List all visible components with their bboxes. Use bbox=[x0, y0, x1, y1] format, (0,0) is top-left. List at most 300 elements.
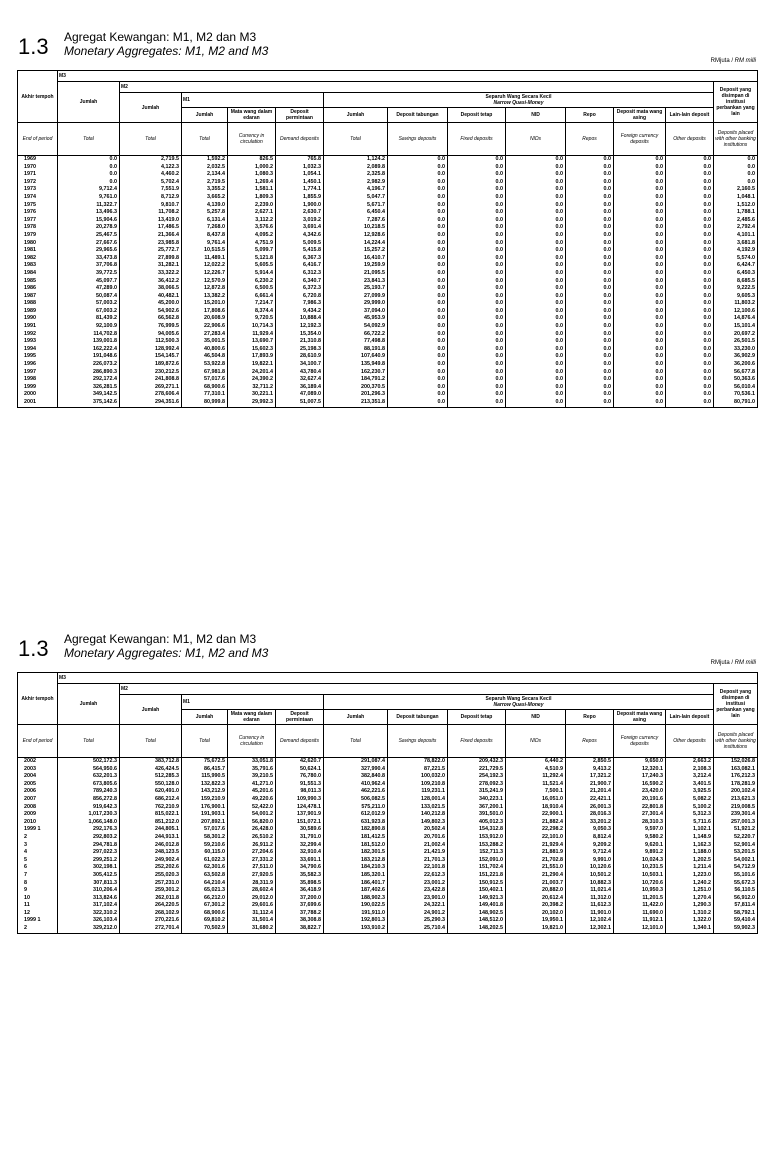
value-cell: 45,953.9 bbox=[324, 315, 388, 323]
value-cell: 0.0 bbox=[614, 232, 666, 240]
value-cell: 11,489.1 bbox=[182, 255, 228, 263]
value-cell: 1,066,148.0 bbox=[58, 819, 120, 827]
value-cell: 20,697.2 bbox=[714, 331, 758, 339]
value-cell: 184,210.3 bbox=[324, 864, 388, 872]
value-cell: 0.0 bbox=[714, 171, 758, 179]
value-cell: 0.0 bbox=[506, 399, 566, 407]
value-cell: 292,172.4 bbox=[58, 376, 120, 384]
value-cell: 0.0 bbox=[506, 315, 566, 323]
value-cell: 12,101.0 bbox=[614, 925, 666, 933]
value-cell: 327,990.4 bbox=[324, 766, 388, 774]
value-cell: 33,473.8 bbox=[58, 255, 120, 263]
period-cell: 1975 bbox=[18, 202, 58, 210]
value-cell: 31,791.0 bbox=[276, 834, 324, 842]
column-header-en: Currency in circulation bbox=[228, 725, 276, 758]
period-cell: 1973 bbox=[18, 186, 58, 194]
value-cell: 9,761.4 bbox=[182, 240, 228, 248]
value-cell: 462,221.6 bbox=[324, 788, 388, 796]
value-cell: 11,912.1 bbox=[614, 917, 666, 925]
table-row bbox=[18, 209, 758, 217]
period-cell: 1999 1 bbox=[18, 917, 58, 925]
table-row bbox=[18, 270, 758, 278]
table-body-2 bbox=[18, 758, 758, 934]
title-english: Monetary Aggregates: M1, M2 and M3 bbox=[64, 646, 269, 660]
value-cell: 0.0 bbox=[506, 179, 566, 187]
value-cell: 15,101.4 bbox=[714, 323, 758, 331]
value-cell: 28,602.4 bbox=[228, 887, 276, 895]
value-cell: 1,450.1 bbox=[276, 179, 324, 187]
value-cell: 22,900.1 bbox=[506, 811, 566, 819]
value-cell: 20,701.6 bbox=[388, 834, 448, 842]
value-cell: 0.0 bbox=[388, 217, 448, 225]
value-cell: 4,342.6 bbox=[276, 232, 324, 240]
value-cell: 0.0 bbox=[448, 399, 506, 407]
column-header: NID bbox=[506, 710, 566, 725]
value-cell: 21,003.7 bbox=[506, 880, 566, 888]
value-cell: 0.0 bbox=[388, 308, 448, 316]
value-cell: 10,950.3 bbox=[614, 887, 666, 895]
value-cell: 152,091.0 bbox=[448, 857, 506, 865]
value-cell: 42,620.7 bbox=[276, 758, 324, 766]
value-cell: 24,322.1 bbox=[388, 902, 448, 910]
value-cell: 2,485.6 bbox=[714, 217, 758, 225]
value-cell: 56,912.0 bbox=[714, 895, 758, 903]
value-cell: 1,054.1 bbox=[276, 171, 324, 179]
value-cell: 24,201.4 bbox=[228, 369, 276, 377]
value-cell: 10,024.3 bbox=[614, 857, 666, 865]
value-cell: 0.0 bbox=[506, 300, 566, 308]
period-cell: 1993 bbox=[18, 338, 58, 346]
value-cell: 11,422.0 bbox=[614, 902, 666, 910]
table-row bbox=[18, 902, 758, 910]
value-cell: 10,501.2 bbox=[566, 872, 614, 880]
value-cell: 21,900.7 bbox=[566, 781, 614, 789]
value-cell: 0.0 bbox=[666, 171, 714, 179]
value-cell: 9,605.3 bbox=[714, 293, 758, 301]
column-header-en: NIDs bbox=[506, 725, 566, 758]
value-cell: 0.0 bbox=[448, 247, 506, 255]
value-cell: 0.0 bbox=[614, 285, 666, 293]
value-cell: 0.0 bbox=[388, 384, 448, 392]
period-cell: 12 bbox=[18, 910, 58, 918]
value-cell: 286,890.3 bbox=[58, 369, 120, 377]
value-cell: 7,986.3 bbox=[276, 300, 324, 308]
period-cell: 1988 bbox=[18, 300, 58, 308]
value-cell: 0.0 bbox=[448, 270, 506, 278]
column-header: Repo bbox=[566, 710, 614, 725]
value-cell: 50,363.6 bbox=[714, 376, 758, 384]
value-cell: 21,310.8 bbox=[276, 338, 324, 346]
value-cell: 15,602.3 bbox=[228, 346, 276, 354]
m3-header: M3 bbox=[58, 71, 758, 82]
value-cell: 0.0 bbox=[506, 186, 566, 194]
value-cell: 0.0 bbox=[666, 202, 714, 210]
table-row bbox=[18, 361, 758, 369]
value-cell: 68,900.6 bbox=[182, 384, 228, 392]
value-cell: 57,811.4 bbox=[714, 902, 758, 910]
value-cell: 67,003.2 bbox=[58, 308, 120, 316]
value-cell: 252,202.6 bbox=[120, 864, 182, 872]
column-header-en: Deposits placed with other banking institutions bbox=[714, 725, 758, 758]
value-cell: 410,962.4 bbox=[324, 781, 388, 789]
value-cell: 57,003.2 bbox=[58, 300, 120, 308]
period-header-en: End of period bbox=[18, 123, 58, 156]
value-cell: 0.0 bbox=[388, 369, 448, 377]
title-malay: Agregat Kewangan: M1, M2 dan M3 bbox=[64, 30, 257, 44]
value-cell: 36,412.2 bbox=[120, 278, 182, 286]
column-header-en: Total bbox=[120, 725, 182, 758]
value-cell: 27,283.4 bbox=[182, 331, 228, 339]
value-cell: 0.0 bbox=[666, 194, 714, 202]
value-cell: 56,110.5 bbox=[714, 887, 758, 895]
value-cell: 10,120.6 bbox=[566, 864, 614, 872]
value-cell: 244,913.1 bbox=[120, 834, 182, 842]
value-cell: 22,612.3 bbox=[388, 872, 448, 880]
value-cell: 0.0 bbox=[506, 278, 566, 286]
value-cell: 11,803.2 bbox=[714, 300, 758, 308]
value-cell: 128,001.4 bbox=[388, 796, 448, 804]
value-cell: 9,720.5 bbox=[228, 315, 276, 323]
value-cell: 0.0 bbox=[614, 353, 666, 361]
value-cell: 119,231.1 bbox=[388, 788, 448, 796]
value-cell: 3,576.6 bbox=[228, 224, 276, 232]
table-row bbox=[18, 240, 758, 248]
value-cell: 20,608.9 bbox=[182, 315, 228, 323]
value-cell: 27,511.0 bbox=[228, 864, 276, 872]
value-cell: 0.0 bbox=[506, 232, 566, 240]
column-header-en: Foreign currency deposits bbox=[614, 123, 666, 156]
value-cell: 0.0 bbox=[506, 262, 566, 270]
value-cell: 159,210.9 bbox=[182, 796, 228, 804]
value-cell: 322,310.2 bbox=[58, 910, 120, 918]
value-cell: 0.0 bbox=[666, 376, 714, 384]
value-cell: 87,221.5 bbox=[388, 766, 448, 774]
value-cell: 20,502.4 bbox=[388, 826, 448, 834]
value-cell: 0.0 bbox=[388, 232, 448, 240]
value-cell: 9,413.2 bbox=[566, 766, 614, 774]
table-body-1 bbox=[18, 156, 758, 408]
value-cell: 29,601.6 bbox=[228, 902, 276, 910]
value-cell: 51,007.5 bbox=[276, 399, 324, 407]
value-cell: 24,390.2 bbox=[228, 376, 276, 384]
table-row bbox=[18, 826, 758, 834]
value-cell: 0.0 bbox=[666, 262, 714, 270]
value-cell: 0.0 bbox=[614, 331, 666, 339]
value-cell: 0.0 bbox=[388, 164, 448, 172]
value-cell: 244,805.1 bbox=[120, 826, 182, 834]
value-cell: 15,257.2 bbox=[324, 247, 388, 255]
value-cell: 22,906.6 bbox=[182, 323, 228, 331]
value-cell: 0.0 bbox=[614, 391, 666, 399]
value-cell: 6,131.4 bbox=[182, 217, 228, 225]
value-cell: 0.0 bbox=[506, 194, 566, 202]
value-cell: 6,500.5 bbox=[228, 285, 276, 293]
value-cell: 2,089.8 bbox=[324, 164, 388, 172]
value-cell: 0.0 bbox=[506, 384, 566, 392]
value-cell: 262,011.8 bbox=[120, 895, 182, 903]
value-cell: 2,134.4 bbox=[182, 171, 228, 179]
value-cell: 349,142.5 bbox=[58, 391, 120, 399]
value-cell: 182,301.5 bbox=[324, 849, 388, 857]
value-cell: 0.0 bbox=[448, 217, 506, 225]
value-cell: 54,092.9 bbox=[324, 323, 388, 331]
value-cell: 0.0 bbox=[506, 353, 566, 361]
value-cell: 0.0 bbox=[566, 376, 614, 384]
value-cell: 55,672.3 bbox=[714, 880, 758, 888]
value-cell: 27,667.6 bbox=[58, 240, 120, 248]
value-cell: 36,189.4 bbox=[276, 384, 324, 392]
value-cell: 25,193.7 bbox=[324, 285, 388, 293]
period-cell: 2 bbox=[18, 925, 58, 933]
column-header: Lain-lain deposit bbox=[666, 710, 714, 725]
value-cell: 32,711.2 bbox=[228, 384, 276, 392]
value-cell: 0.0 bbox=[566, 240, 614, 248]
value-cell: 55,101.6 bbox=[714, 872, 758, 880]
value-cell: 70,536.1 bbox=[714, 391, 758, 399]
value-cell: 0.0 bbox=[614, 247, 666, 255]
value-cell: 14,876.4 bbox=[714, 315, 758, 323]
value-cell: 28,310.3 bbox=[614, 819, 666, 827]
value-cell: 0.0 bbox=[388, 300, 448, 308]
value-cell: 12,570.9 bbox=[182, 278, 228, 286]
value-cell: 6,450.3 bbox=[714, 270, 758, 278]
period-cell: 3 bbox=[18, 842, 58, 850]
value-cell: 3,681.8 bbox=[714, 240, 758, 248]
value-cell: 0.0 bbox=[666, 361, 714, 369]
value-cell: 0.0 bbox=[388, 353, 448, 361]
value-cell: 26,001.3 bbox=[566, 804, 614, 812]
value-cell: 826.5 bbox=[228, 156, 276, 164]
value-cell: 0.0 bbox=[566, 156, 614, 164]
value-cell: 1,032.3 bbox=[276, 164, 324, 172]
value-cell: 2,719.5 bbox=[120, 156, 182, 164]
value-cell: 47,089.0 bbox=[276, 391, 324, 399]
value-cell: 1,223.0 bbox=[666, 872, 714, 880]
table-row bbox=[18, 887, 758, 895]
column-header: Jumlah bbox=[182, 108, 228, 123]
value-cell: 19,950.1 bbox=[506, 917, 566, 925]
value-cell: 21,882.4 bbox=[506, 819, 566, 827]
value-cell: 0.0 bbox=[388, 224, 448, 232]
value-cell: 56,820.0 bbox=[228, 819, 276, 827]
value-cell: 0.0 bbox=[666, 270, 714, 278]
value-cell: 25,198.3 bbox=[276, 346, 324, 354]
value-cell: 0.0 bbox=[614, 315, 666, 323]
value-cell: 0.0 bbox=[388, 262, 448, 270]
value-cell: 0.0 bbox=[448, 338, 506, 346]
value-cell: 506,082.5 bbox=[324, 796, 388, 804]
column-header: Deposit permintaan bbox=[276, 710, 324, 725]
value-cell: 0.0 bbox=[506, 391, 566, 399]
deposits-other-banks-header: Deposit yang disimpan di institusi perbankan yang lain bbox=[714, 684, 758, 725]
value-cell: 340,223.1 bbox=[448, 796, 506, 804]
value-cell: 76,780.0 bbox=[276, 773, 324, 781]
value-cell: 0.0 bbox=[388, 156, 448, 164]
value-cell: 17,486.5 bbox=[120, 224, 182, 232]
table-row bbox=[18, 766, 758, 774]
value-cell: 0.0 bbox=[388, 278, 448, 286]
table-row bbox=[18, 179, 758, 187]
value-cell: 241,808.8 bbox=[120, 376, 182, 384]
value-cell: 149,802.3 bbox=[388, 819, 448, 827]
value-cell: 0.0 bbox=[448, 194, 506, 202]
value-cell: 620,491.0 bbox=[120, 788, 182, 796]
value-cell: 0.0 bbox=[566, 353, 614, 361]
value-cell: 686,212.4 bbox=[120, 796, 182, 804]
value-cell: 70,502.9 bbox=[182, 925, 228, 933]
quasi-money-label: Separuh Wang Secara Kecil bbox=[485, 696, 552, 702]
value-cell: 19,259.9 bbox=[324, 262, 388, 270]
value-cell: 0.0 bbox=[58, 179, 120, 187]
period-cell: 1969 bbox=[18, 156, 58, 164]
value-cell: 21,881.9 bbox=[506, 849, 566, 857]
value-cell: 10,515.5 bbox=[182, 247, 228, 255]
value-cell: 66,212.0 bbox=[182, 895, 228, 903]
quasi-money-header bbox=[324, 93, 714, 108]
quasi-money-label: Separuh Wang Secara Kecil bbox=[485, 94, 552, 100]
value-cell: 45,097.7 bbox=[58, 278, 120, 286]
value-cell: 0.0 bbox=[506, 293, 566, 301]
value-cell: 0.0 bbox=[666, 232, 714, 240]
value-cell: 815,022.1 bbox=[120, 811, 182, 819]
value-cell: 5,702.4 bbox=[120, 179, 182, 187]
value-cell: 20,191.6 bbox=[614, 796, 666, 804]
value-cell: 6,424.7 bbox=[714, 262, 758, 270]
monetary-table-2 bbox=[17, 672, 758, 934]
table-row bbox=[18, 773, 758, 781]
value-cell: 33,322.2 bbox=[120, 270, 182, 278]
value-cell: 0.0 bbox=[388, 323, 448, 331]
value-cell: 0.0 bbox=[566, 338, 614, 346]
period-cell: 1999 bbox=[18, 384, 58, 392]
value-cell: 0.0 bbox=[666, 399, 714, 407]
value-cell: 0.0 bbox=[58, 156, 120, 164]
period-cell: 2006 bbox=[18, 788, 58, 796]
value-cell: 1,581.1 bbox=[228, 186, 276, 194]
period-cell: 4 bbox=[18, 849, 58, 857]
deposits-other-banks-header: Deposit yang disimpan di institusi perbankan yang lain bbox=[714, 82, 758, 123]
value-cell: 68,900.6 bbox=[182, 910, 228, 918]
value-cell: 2,663.2 bbox=[666, 758, 714, 766]
value-cell: 0.0 bbox=[566, 278, 614, 286]
table-row bbox=[18, 202, 758, 210]
table-row bbox=[18, 857, 758, 865]
value-cell: 207,892.1 bbox=[182, 819, 228, 827]
value-cell: 0.0 bbox=[714, 164, 758, 172]
value-cell: 47,289.0 bbox=[58, 285, 120, 293]
value-cell: 1,592.2 bbox=[182, 156, 228, 164]
value-cell: 53,201.5 bbox=[714, 849, 758, 857]
page-block-2 bbox=[0, 632, 768, 1152]
value-cell: 1,080.3 bbox=[228, 171, 276, 179]
value-cell: 5,100.2 bbox=[666, 804, 714, 812]
value-cell: 17,321.2 bbox=[566, 773, 614, 781]
period-cell: 2003 bbox=[18, 766, 58, 774]
value-cell: 200,370.5 bbox=[324, 384, 388, 392]
value-cell: 109,210.8 bbox=[388, 781, 448, 789]
value-cell: 0.0 bbox=[666, 338, 714, 346]
value-cell: 151,702.4 bbox=[448, 864, 506, 872]
value-cell: 0.0 bbox=[614, 156, 666, 164]
table-row bbox=[18, 872, 758, 880]
column-header-en: Fixed deposits bbox=[448, 123, 506, 156]
value-cell: 0.0 bbox=[566, 164, 614, 172]
value-cell: 11,929.4 bbox=[228, 331, 276, 339]
table-row bbox=[18, 331, 758, 339]
period-cell: 1982 bbox=[18, 255, 58, 263]
value-cell: 139,001.8 bbox=[58, 338, 120, 346]
value-cell: 0.0 bbox=[614, 179, 666, 187]
value-cell: 0.0 bbox=[448, 376, 506, 384]
value-cell: 4,510.9 bbox=[506, 766, 566, 774]
period-cell: 1994 bbox=[18, 346, 58, 354]
value-cell: 32,627.4 bbox=[276, 376, 324, 384]
column-header-en: Total bbox=[324, 123, 388, 156]
value-cell: 21,421.9 bbox=[388, 849, 448, 857]
period-cell: 1976 bbox=[18, 209, 58, 217]
value-cell: 5,711.6 bbox=[666, 819, 714, 827]
value-cell: 5,312.3 bbox=[666, 811, 714, 819]
value-cell: 13,690.7 bbox=[228, 338, 276, 346]
value-cell: 0.0 bbox=[448, 293, 506, 301]
value-cell: 294,351.6 bbox=[120, 399, 182, 407]
value-cell: 3,019.2 bbox=[276, 217, 324, 225]
period-cell: 11 bbox=[18, 902, 58, 910]
value-cell: 221,729.5 bbox=[448, 766, 506, 774]
value-cell: 16,051.0 bbox=[506, 796, 566, 804]
value-cell: 1,855.9 bbox=[276, 194, 324, 202]
value-cell: 38,066.5 bbox=[120, 285, 182, 293]
column-header: Repo bbox=[566, 108, 614, 123]
value-cell: 0.0 bbox=[614, 384, 666, 392]
value-cell: 0.0 bbox=[614, 308, 666, 316]
quasi-money-header bbox=[324, 695, 714, 710]
value-cell: 15,904.6 bbox=[58, 217, 120, 225]
value-cell: 5,047.7 bbox=[324, 194, 388, 202]
value-cell: 11,612.3 bbox=[566, 902, 614, 910]
column-header-en: Total bbox=[120, 123, 182, 156]
value-cell: 0.0 bbox=[566, 331, 614, 339]
value-cell: 152,711.3 bbox=[448, 849, 506, 857]
value-cell: 107,640.9 bbox=[324, 353, 388, 361]
value-cell: 0.0 bbox=[506, 224, 566, 232]
column-header: NID bbox=[506, 108, 566, 123]
value-cell: 5,605.5 bbox=[228, 262, 276, 270]
value-cell: 0.0 bbox=[614, 217, 666, 225]
value-cell: 150,912.5 bbox=[448, 880, 506, 888]
value-cell: 310,206.4 bbox=[58, 887, 120, 895]
value-cell: 3,691.4 bbox=[276, 224, 324, 232]
value-cell: 0.0 bbox=[666, 240, 714, 248]
value-cell: 0.0 bbox=[666, 224, 714, 232]
table-number: 1.3 bbox=[18, 636, 49, 661]
value-cell: 0.0 bbox=[666, 186, 714, 194]
value-cell: 33,230.0 bbox=[714, 346, 758, 354]
value-cell: 39,210.5 bbox=[228, 773, 276, 781]
table-row bbox=[18, 255, 758, 263]
value-cell: 631,923.8 bbox=[324, 819, 388, 827]
value-cell: 230,212.5 bbox=[120, 369, 182, 377]
value-cell: 191,911.0 bbox=[324, 910, 388, 918]
value-cell: 1,809.3 bbox=[228, 194, 276, 202]
table-row bbox=[18, 849, 758, 857]
value-cell: 8,712.9 bbox=[120, 194, 182, 202]
value-cell: 317,102.4 bbox=[58, 902, 120, 910]
value-cell: 0.0 bbox=[388, 293, 448, 301]
value-cell: 0.0 bbox=[388, 209, 448, 217]
value-cell: 77,310.1 bbox=[182, 391, 228, 399]
value-cell: 25,772.7 bbox=[120, 247, 182, 255]
